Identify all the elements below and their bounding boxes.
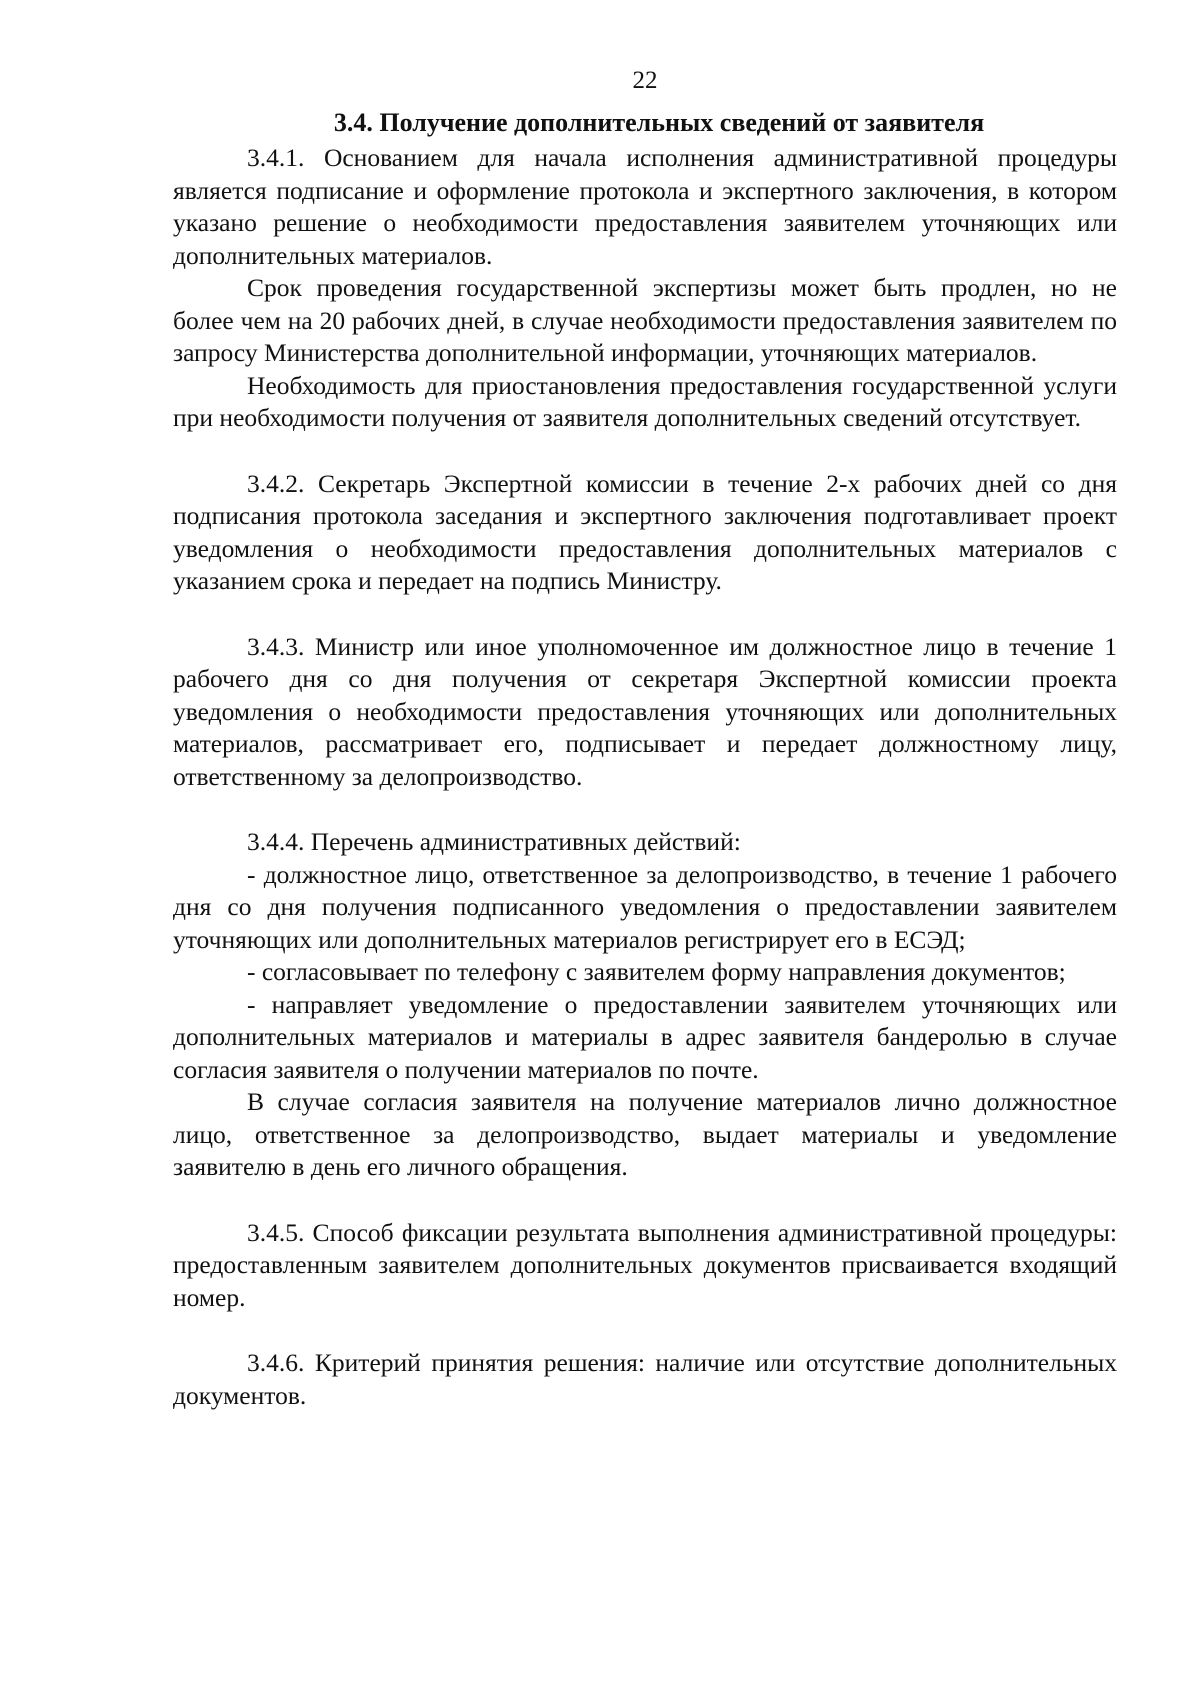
paragraph: 3.4.4. Перечень административных действий:: [247, 827, 741, 856]
paragraph: Срок проведения государственной экспертизы может быть продлен, но не более чем на 20 рабочих дней, в случае необходимости предоставления заявителем по запросу Министерства дополнительной информации, уточняющих материалов.: [173, 273, 1117, 367]
page-number: 22: [632, 67, 658, 94]
section-3-4-2: [173, 468, 1117, 598]
paragraph: 3.4.2. Секретарь Экспертной комиссии в течение 2-х рабочих дней со дня подписания протокола заседания и экспертного заключения подготавливает проект уведомления о необходимости предоставления дополнительных материалов с указанием срока и передает на подпись Министру.: [173, 468, 1117, 595]
paragraph: Необходимость для приостановления предоставления государственной услуги при необходимости получения от заявителя дополнительных сведений отсутствует.: [173, 370, 1117, 432]
section-3-4-5: [173, 1217, 1117, 1315]
paragraph: 3.4.1. Основанием для начала исполнения административной процедуры является подписание и оформление протокола и экспертного заключения, в котором указано решение о необходимости предоставления заявителем уточняющих или дополнительных материалов.: [173, 143, 1117, 270]
paragraph: В случае согласия заявителя на получение материалов лично должностное лицо, ответственное за делопроизводство, выдает материалы и уведомление заявителю в день его личного обращения.: [173, 1087, 1117, 1181]
section-3-4-1: [173, 142, 1117, 435]
list-item: - направляет уведомление о предоставлении заявителем уточняющих или дополнительных материалов и материалы в адрес заявителя бандеролью в случае согласия заявителя о получении материалов по почте.: [173, 989, 1117, 1084]
section-3-4-6: [173, 1347, 1117, 1412]
section-3-4-4: [173, 826, 1117, 1184]
paragraph: 3.4.5. Способ фиксации результата выполнения административной процедуры: предоставленным заявителем дополнительных документов присваивается входящий номер.: [173, 1217, 1117, 1312]
section-3-4-3: [173, 631, 1117, 794]
list-item: - согласовывает по телефону с заявителем форму направления документов;: [247, 957, 1066, 986]
paragraph: 3.4.6. Критерий принятия решения: наличие или отсутствие дополнительных документов.: [173, 1348, 1117, 1410]
document-page: [173, 66, 1117, 1412]
section-heading: 3.4. Получение дополнительных сведений от заявителя: [333, 108, 985, 137]
paragraph: 3.4.3. Министр или иное уполномоченное им должностное лицо в течение 1 рабочего дня со дня получения от секретаря Экспертной комиссии проекта уведомления о необходимости предоставления уточняющих или дополнительных материалов, рассматривает его, подписывает и передает должностному лицу, ответственному за делопроизводство.: [173, 631, 1117, 791]
list-item: - должностное лицо, ответственное за делопроизводство, в течение 1 рабочего дня со дня получения подписанного уведомления о предоставлении заявителем уточняющих или дополнительных материалов регистрирует его в ЕСЭД;: [173, 859, 1117, 954]
